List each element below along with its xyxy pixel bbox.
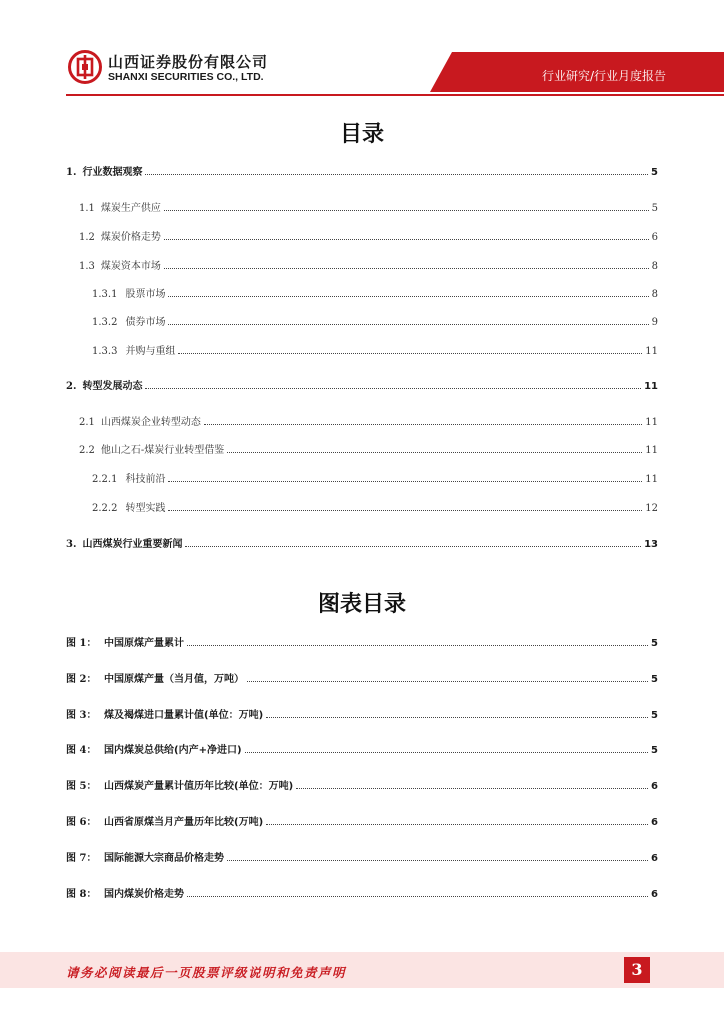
- toc-item[interactable]: 2. 转型发展动态 11: [66, 381, 658, 392]
- toc-item[interactable]: 1.3.2 债券市场 9: [92, 317, 658, 328]
- figure-item[interactable]: 图 2： 中国原煤产量（当月值，万吨） 5: [66, 674, 658, 685]
- header-red-band: [0, 0, 724, 100]
- figure-item[interactable]: 图 4： 国内煤炭总供给(内产+净进口) 5: [66, 745, 658, 756]
- figure-item[interactable]: 图 1： 中国原煤产量累计 5: [66, 638, 658, 649]
- toc-item[interactable]: 1.3.3 并购与重组 11: [92, 346, 658, 357]
- toc-item[interactable]: 2.2 他山之石-煤炭行业转型借鉴 11: [79, 445, 658, 456]
- toc-item[interactable]: 2.2.2 转型实践 12: [92, 503, 658, 514]
- page-number: 3: [624, 957, 650, 983]
- toc-title: 目录: [339, 122, 384, 147]
- report-type: 行业研究/行业月度报告: [541, 69, 666, 83]
- toc-item[interactable]: 1. 行业数据观察 5: [66, 167, 658, 178]
- logo-icon: [68, 50, 102, 84]
- toc-item[interactable]: 1.3 煤炭资本市场 8: [79, 261, 658, 272]
- figure-item[interactable]: 图 3： 煤及褐煤进口量累计值(单位：万吨) 5: [66, 710, 658, 721]
- figure-item[interactable]: 图 5： 山西煤炭产量累计值历年比较(单位：万吨) 6: [66, 781, 658, 792]
- company-name-cn: 山西证券股份有限公司: [108, 53, 269, 71]
- company-logo: [68, 50, 102, 88]
- toc-item[interactable]: 1.2 煤炭价格走势 6: [79, 232, 658, 243]
- company-name-en: SHANXI SECURITIES CO., LTD.: [108, 71, 264, 83]
- figure-item[interactable]: 图 6： 山西省原煤当月产量历年比较(万吨) 6: [66, 817, 658, 828]
- toc-item[interactable]: 2.2.1 科技前沿 11: [92, 474, 658, 485]
- toc-item[interactable]: 1.3.1 股票市场 8: [92, 289, 658, 300]
- toc-item[interactable]: 2.1 山西煤炭企业转型动态 11: [79, 417, 658, 428]
- figure-item[interactable]: 图 8： 国内煤炭价格走势 6: [66, 889, 658, 900]
- figures-title: 图表目录: [317, 592, 406, 617]
- toc-item[interactable]: 1.1 煤炭生产供应 5: [79, 203, 658, 214]
- footer-disclaimer: 请务必阅读最后一页股票评级说明和免责声明: [66, 965, 347, 980]
- page-header: [0, 0, 724, 106]
- toc-item[interactable]: 3. 山西煤炭行业重要新闻 13: [66, 539, 658, 550]
- header-divider: [66, 94, 724, 96]
- figure-item[interactable]: 图 7： 国际能源大宗商品价格走势 6: [66, 853, 658, 864]
